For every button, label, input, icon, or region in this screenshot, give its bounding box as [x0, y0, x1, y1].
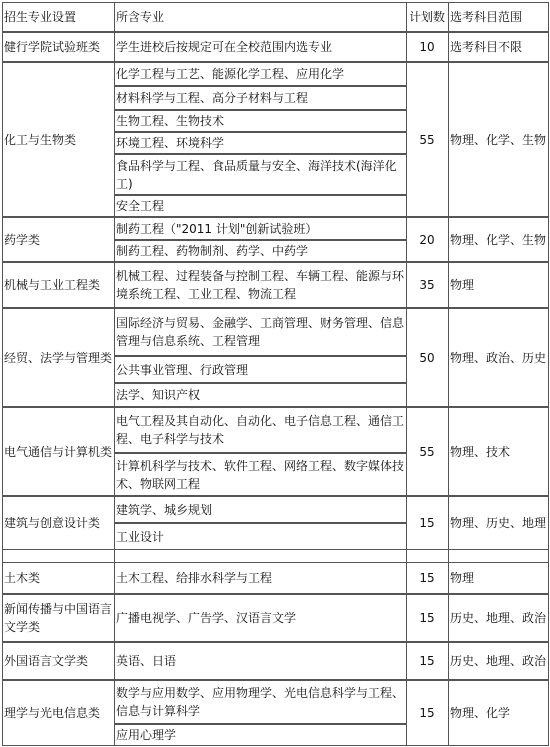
major-text: 安全工程 [116, 199, 165, 213]
plan-text: 15 [419, 516, 435, 530]
subjects-text: 物理、历史、地理 [450, 516, 547, 530]
category-cell [2, 562, 114, 594]
category-text: 健行学院试验班类 [4, 40, 101, 54]
category-text: 建筑与创意设计类 [4, 516, 101, 530]
plan-cell [406, 562, 448, 594]
major-cell [114, 62, 406, 86]
major-text: 生物工程、生物技术 [116, 114, 225, 128]
category-text: 理学与光电信息类 [4, 706, 101, 720]
subjects-text: 物理、技术 [450, 444, 511, 459]
category-text: 经贸、法学与管理类 [4, 350, 113, 365]
plan-text: 20 [419, 232, 435, 247]
plan-text: 55 [419, 444, 435, 459]
plan-text: 15 [419, 571, 435, 585]
subjects-cell [448, 594, 548, 642]
major-text: 英语、日语 [116, 654, 177, 668]
major-cell [114, 240, 406, 262]
major-cell [114, 356, 406, 383]
major-text: 食品科学与工程、食品质量与安全、海洋技术(海洋化工) [116, 158, 397, 191]
major-cell [114, 523, 406, 550]
category-cell [2, 308, 114, 407]
major-cell [114, 32, 406, 62]
subjects-cell [448, 407, 548, 496]
plan-cell [406, 642, 448, 680]
subjects-cell [448, 308, 548, 407]
category-text: 土木类 [4, 571, 41, 585]
plan-cell [406, 32, 448, 62]
category-cell [2, 62, 114, 217]
plan-cell [406, 62, 448, 217]
category-cell [2, 594, 114, 642]
category-cell [2, 680, 114, 746]
major-cell [114, 262, 406, 308]
category-cell [2, 407, 114, 496]
category-cell [2, 262, 114, 308]
header-majors [114, 2, 406, 32]
major-text: 计算机科学与技术、软件工程、网络工程、数字媒体技术、物联网工程 [116, 458, 405, 491]
major-cell [114, 407, 406, 453]
subjects-text: 物理 [450, 571, 475, 585]
subjects-text: 历史、地理、政治 [450, 654, 547, 668]
subjects-cell [448, 642, 548, 680]
header-subjects-text: 选考科目范围 [450, 10, 523, 24]
category-text: 化工与生物类 [4, 132, 77, 147]
subjects-cell [448, 217, 548, 262]
table-border-right [548, 2, 549, 746]
category-text: 机械与工业工程类 [4, 278, 101, 292]
plan-text: 15 [419, 611, 435, 625]
header-plan-text: 计划数 [408, 10, 445, 24]
subjects-text: 物理、化学 [450, 706, 511, 720]
plan-cell [406, 680, 448, 746]
major-text: 法学、知识产权 [116, 388, 201, 402]
major-text: 制药工程（"2011 计划"创新试验班） [116, 221, 318, 236]
major-text: 土木工程、给排水科学与工程 [116, 571, 273, 585]
major-cell [114, 680, 406, 724]
subjects-cell [448, 562, 548, 594]
plan-text: 15 [419, 706, 435, 720]
plan-cell [406, 496, 448, 550]
subjects-text: 物理、政治、历史 [450, 350, 547, 365]
header-category [2, 2, 114, 32]
header-majors-text: 所含专业 [116, 10, 165, 24]
category-cell [2, 32, 114, 62]
major-cell [114, 724, 406, 746]
major-cell [114, 195, 406, 217]
plan-cell [406, 308, 448, 407]
major-cell [114, 86, 406, 110]
plan-text: 15 [419, 654, 435, 668]
subjects-cell [448, 32, 548, 62]
major-text: 环境工程、环境科学 [116, 136, 225, 150]
major-cell [114, 217, 406, 240]
major-text: 应用心理学 [116, 728, 177, 742]
major-cell [114, 308, 406, 356]
category-text: 电气通信与计算机类 [4, 444, 113, 459]
major-text: 公共事业管理、行政管理 [116, 362, 249, 377]
category-text: 外国语言文学类 [4, 654, 89, 668]
major-cell [114, 562, 406, 594]
major-cell [114, 642, 406, 680]
plan-text: 50 [419, 350, 435, 365]
plan-text: 55 [419, 132, 435, 147]
plan-text: 35 [419, 278, 435, 292]
category-cell [2, 217, 114, 262]
category-text: 药学类 [4, 232, 41, 247]
subjects-text: 物理、化学、生物 [450, 132, 547, 147]
major-cell [114, 154, 406, 195]
category-cell [2, 642, 114, 680]
subjects-cell [448, 62, 548, 217]
major-text: 制药工程、药物制剂、药学、中药学 [116, 244, 309, 258]
major-text: 建筑学、城乡规划 [116, 502, 213, 517]
plan-cell [406, 594, 448, 642]
subjects-text: 历史、地理、政治 [450, 611, 547, 625]
subjects-cell [448, 496, 548, 550]
major-cell [114, 132, 406, 154]
major-text: 化学工程与工艺、能源化学工程、应用化学 [116, 67, 345, 81]
major-cell [114, 383, 406, 407]
subjects-text: 物理、化学、生物 [450, 232, 547, 247]
major-cell [114, 496, 406, 523]
major-text: 广播电视学、广告学、汉语言文学 [116, 611, 297, 625]
major-cell [114, 594, 406, 642]
subjects-cell [448, 262, 548, 308]
plan-cell [406, 217, 448, 262]
header-category-text: 招生专业设置 [4, 10, 77, 24]
major-cell [114, 453, 406, 496]
major-text: 工业设计 [116, 529, 165, 544]
plan-cell [406, 262, 448, 308]
category-cell [2, 496, 114, 550]
major-text: 机械工程、过程装备与控制工程、车辆工程、能源与环境系统工程、工业工程、物流工程 [116, 269, 405, 301]
major-text: 材料科学与工程、高分子材料与工程 [116, 91, 309, 105]
subjects-text: 物理 [450, 278, 475, 292]
major-cell [114, 110, 406, 132]
category-text: 新闻传播与中国语言文学类 [4, 602, 113, 634]
plan-text: 10 [419, 40, 435, 54]
subjects-text: 选考科目不限 [450, 40, 523, 54]
major-text: 数学与应用数学、应用物理学、光电信息科学与工程、信息与计算科学 [116, 686, 405, 718]
subjects-cell [448, 680, 548, 746]
major-text: 电气工程及其自动化、自动化、电子信息工程、通信工程、电子科学与技术 [116, 414, 405, 446]
header-subjects [448, 2, 548, 32]
plan-cell [406, 407, 448, 496]
major-text: 国际经济与贸易、金融学、工商管理、财务管理、信息管理与信息系统、工程管理 [116, 316, 405, 348]
major-text: 学生进校后按规定可在全校范围内选专业 [116, 40, 333, 54]
header-plan [406, 2, 448, 32]
